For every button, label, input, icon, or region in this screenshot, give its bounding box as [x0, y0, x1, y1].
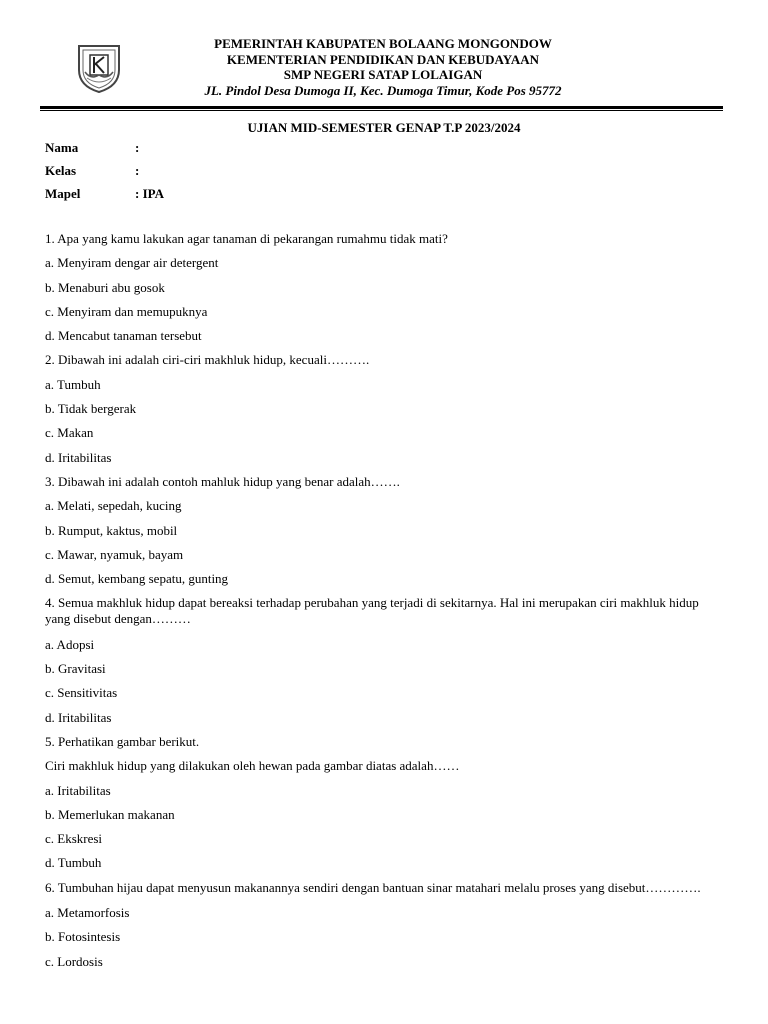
question-text: 4. Semua makhluk hidup dapat bereaksi terhadap perubahan yang terjadi di sekitarnya. Hal ini merupakan ciri makhluk hidup yang disebut dengan………	[45, 595, 699, 627]
answer-option: c. Ekskresi	[45, 831, 103, 847]
question-list	[45, 231, 725, 978]
answer-option: c. Menyiram dan memupuknya	[45, 303, 208, 319]
answer-option: d. Semut, kembang sepatu, gunting	[45, 571, 229, 587]
answer-option: b. Memerlukan makanan	[45, 806, 175, 822]
answer-option: c. Lordosis	[45, 953, 103, 969]
question-1	[45, 231, 725, 246]
letterhead	[45, 36, 723, 106]
question-5-prompt	[45, 758, 725, 773]
answer-option: a. Tumbuh	[45, 376, 101, 392]
answer-option: a. Melati, sepedah, kucing	[45, 498, 182, 514]
identity-label: Kelas	[45, 163, 77, 178]
exam-title: UJIAN MID-SEMESTER GENAP T.P 2023/2024	[247, 120, 521, 135]
answer-option: b. Rumput, kaktus, mobil	[45, 522, 178, 538]
identity-value: :	[135, 163, 140, 178]
letterhead-address: JL. Pindol Desa Dumoga II, Kec. Dumoga Timur, Kode Pos 95772	[204, 82, 562, 98]
question-5	[45, 734, 725, 749]
question-text: 1. Apa yang kamu lakukan agar tanaman di pekarangan rumahmu tidak mati?	[45, 231, 448, 246]
question-2	[45, 352, 725, 367]
answer-option: d. Iritabilitas	[45, 449, 112, 465]
letterhead-divider-thin	[40, 110, 723, 111]
answer-option: b. Fotosintesis	[45, 929, 121, 945]
identity-label: Nama	[45, 140, 79, 155]
answer-option: c. Sensitivitas	[45, 685, 118, 701]
question-4	[45, 595, 725, 627]
question-text: 5. Perhatikan gambar berikut.	[45, 733, 200, 749]
letterhead-divider	[40, 106, 723, 109]
question-6	[45, 880, 725, 896]
question-text: 3. Dibawah ini adalah contoh mahluk hidup yang benar adalah…….	[45, 473, 400, 489]
answer-option: a. Iritabilitas	[45, 782, 111, 798]
question-text: Ciri makhluk hidup yang dilakukan oleh hewan pada gambar diatas adalah……	[45, 758, 460, 774]
answer-option: a. Menyiram dengar air detergent	[45, 255, 219, 271]
letterhead-government: PEMERINTAH KABUPATEN BOLAANG MONGONDOW	[214, 36, 552, 51]
question-text: 2. Dibawah ini adalah ciri-ciri makhluk hidup, kecuali……….	[45, 352, 370, 368]
answer-option: b. Gravitasi	[45, 661, 106, 677]
letterhead-school: SMP NEGERI SATAP LOLAIGAN	[283, 67, 483, 82]
identity-label: Mapel	[45, 186, 81, 201]
answer-option: d. Mencabut tanaman tersebut	[45, 328, 202, 344]
answer-option: d. Iritabilitas	[45, 709, 112, 725]
identity-value: :	[135, 140, 140, 155]
answer-option: c. Mawar, nyamuk, bayam	[45, 546, 184, 562]
identity-value: : IPA	[135, 186, 165, 201]
answer-option: a. Adopsi	[45, 636, 95, 652]
answer-option: d. Tumbuh	[45, 855, 102, 871]
answer-option: c. Makan	[45, 425, 94, 441]
answer-option: b. Menaburi abu gosok	[45, 279, 165, 295]
letterhead-ministry: KEMENTERIAN PENDIDIKAN DAN KEBUDAYAAN	[226, 51, 540, 67]
answer-option: a. Metamorfosis	[45, 905, 130, 921]
question-3	[45, 474, 725, 489]
question-text: 6. Tumbuhan hijau dapat menyusun makanannya sendiri dengan bantuan sinar matahari melalu proses yang disebut………….	[45, 879, 701, 895]
answer-option: b. Tidak bergerak	[45, 401, 137, 417]
